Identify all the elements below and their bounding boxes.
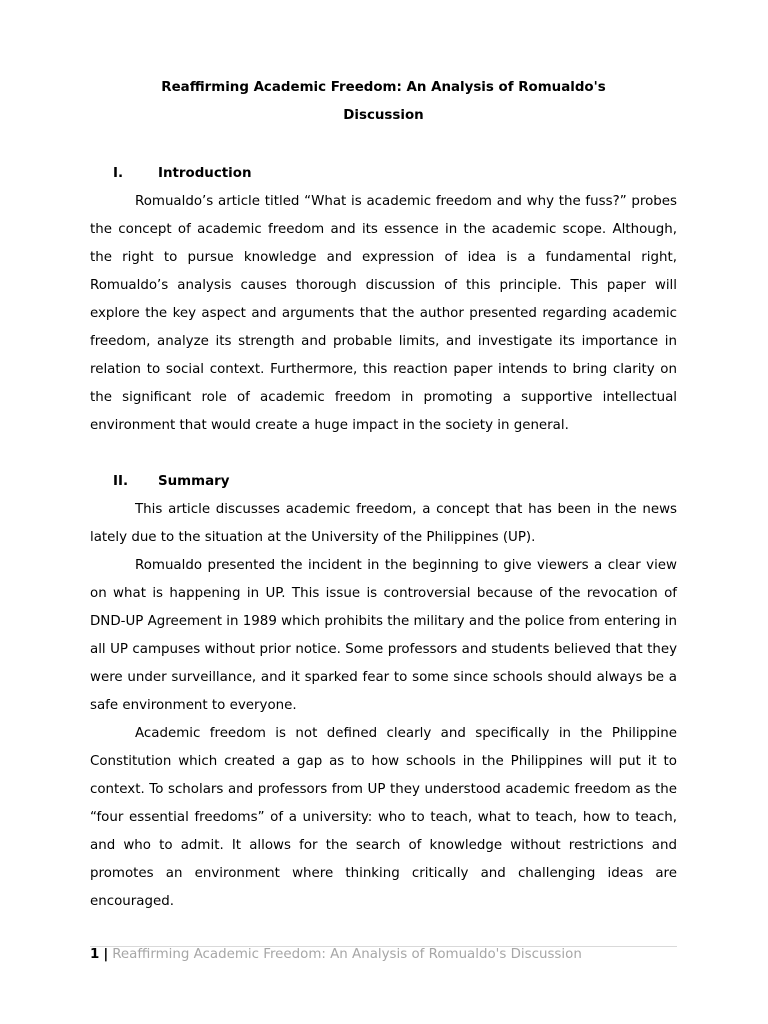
- page-number: 1: [90, 947, 100, 962]
- paragraph: This article discusses academic freedom, a concept that has been in the news lately due to the situation at the University of the Philippines (UP).: [90, 502, 677, 545]
- document-title: [90, 74, 677, 130]
- introduction-body: [90, 188, 677, 440]
- footer-running-title: Reaffirming Academic Freedom: An Analysis of Romualdo's Discussion: [112, 947, 582, 962]
- title-line-2: Discussion: [343, 108, 424, 123]
- section-number: II.: [113, 474, 129, 489]
- section-title: Introduction: [158, 166, 252, 181]
- paragraph: Academic freedom is not defined clearly and specifically in the Philippine Constitution which created a gap as to how schools in the Philippines will put it to context. To scholars and professors from UP they understood academic freedom as the “four essential freedoms” of a university: who to teach, what to teach, how to teach, and who to admit. It allows for the search of knowledge without restrictions and promotes an environment where thinking critically and challenging ideas are encouraged.: [90, 726, 677, 909]
- section-heading-summary: [113, 468, 229, 496]
- summary-body: [90, 496, 677, 916]
- section-number: I.: [113, 166, 124, 181]
- paragraph: Romualdo’s article titled “What is academic freedom and why the fuss?” probes the concept of academic freedom and its essence in the academic scope. Although, the right to pursue knowledge and expression of idea is a fundamental right, Romualdo’s analysis causes thorough discussion of this principle. This paper will explore the key aspect and arguments that the author presented regarding academic freedom, analyze its strength and probable limits, and investigate its importance in relation to social context. Furthermore, this reaction paper intends to bring clarity on the significant role of academic freedom in promoting a supportive intellectual environment that would create a huge impact in the society in general.: [90, 194, 677, 433]
- section-heading-introduction: [113, 160, 252, 188]
- title-line-1: Reaffirming Academic Freedom: An Analysis of Romualdo's: [161, 80, 606, 95]
- footer-separator: |: [103, 947, 109, 962]
- section-title: Summary: [158, 474, 230, 489]
- paragraph: Romualdo presented the incident in the beginning to give viewers a clear view on what is happening in UP. This issue is controversial because of the revocation of DND-UP Agreement in 1989 which prohibits the military and the police from entering in all UP campuses without prior notice. Some professors and students believed that they were under surveillance, and it sparked fear to some since schools should always be a safe environment to everyone.: [90, 558, 677, 713]
- page-footer: [90, 945, 582, 965]
